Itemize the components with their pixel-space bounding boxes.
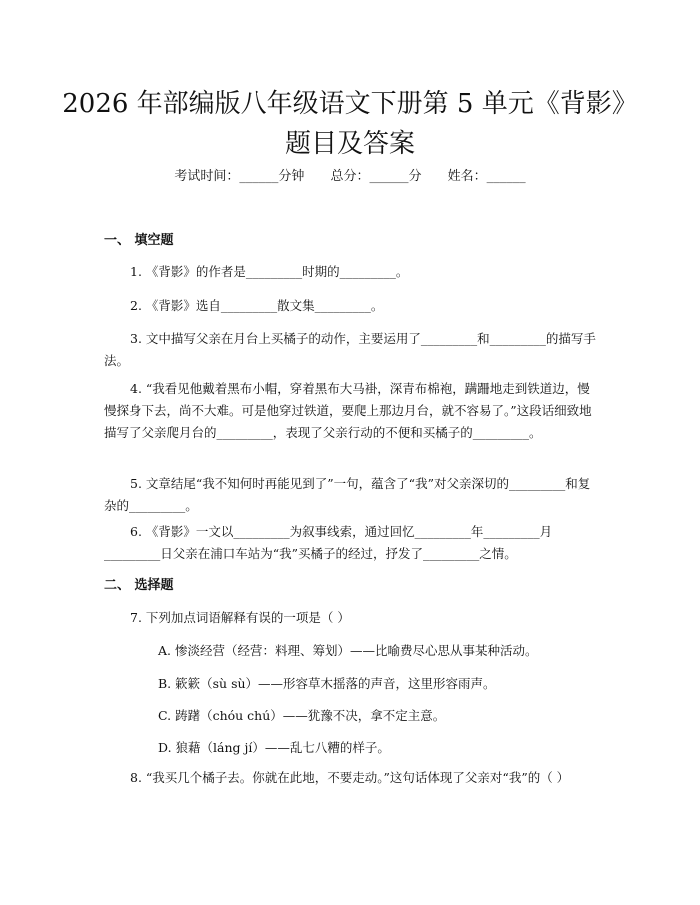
- option-b: B. 簌簌（sù sù）——形容草木摇落的声音，这里形容雨声。: [158, 676, 496, 691]
- question-8: 8. “我买几个橘子去。你就在此地，不要走动。”这句话体现了父亲对“我”的（ ）: [130, 770, 570, 785]
- option-a: A. 惨淡经营（经营：料理、筹划）——比喻费尽心思从事某种活动。: [158, 643, 538, 658]
- section-choice: 二、 选择题: [104, 578, 174, 593]
- option-d: D. 狼藉（láng jí）——乱七八糟的样子。: [158, 740, 390, 755]
- question-6: 6. 《背影》一文以_________为叙事线索，通过回忆_________年_________月_________日父亲在浦口车站为“我”买橘子的经过，抒发了_________之情。: [104, 524, 553, 561]
- student-name: 姓名：______: [447, 169, 526, 184]
- section-fill-blank: 一、 填空题: [104, 233, 174, 248]
- question-4: 4. “我看见他戴着黑布小帽，穿着黑布大马褂，深青布棉袍，蹒跚地走到铁道边，慢慢探身下去，尚不大难。可是他穿过铁道，要爬上那边月台，就不容易了。”这段话细致地描写了父亲爬月台的_________，表现了父亲行动的不便和买橘子的_________。: [104, 381, 592, 440]
- exam-time: 考试时间：______分钟: [174, 169, 305, 184]
- question-7: 7. 下列加点词语解释有误的一项是（ ）: [130, 610, 350, 625]
- question-5: 5. 文章结尾“我不知何时再能见到了”一句，蕴含了“我”对父亲深切的_________和复杂的_________。: [104, 476, 591, 513]
- question-2: 2. 《背影》选自_________散文集_________。: [130, 298, 384, 313]
- question-1: 1. 《背影》的作者是_________时期的_________。: [130, 264, 409, 279]
- document-title: 2026 年部编版八年级语文下册第 5 单元《背影》题目及答案: [62, 89, 638, 159]
- option-c: C. 踌躇（chóu chú）——犹豫不决，拿不定主意。: [158, 708, 446, 723]
- exam-info: [0, 168, 700, 186]
- question-3: 3. 文中描写父亲在月台上买橘子的动作，主要运用了_________和_________的描写手法。: [104, 331, 596, 368]
- total-score: 总分：______分: [330, 169, 422, 184]
